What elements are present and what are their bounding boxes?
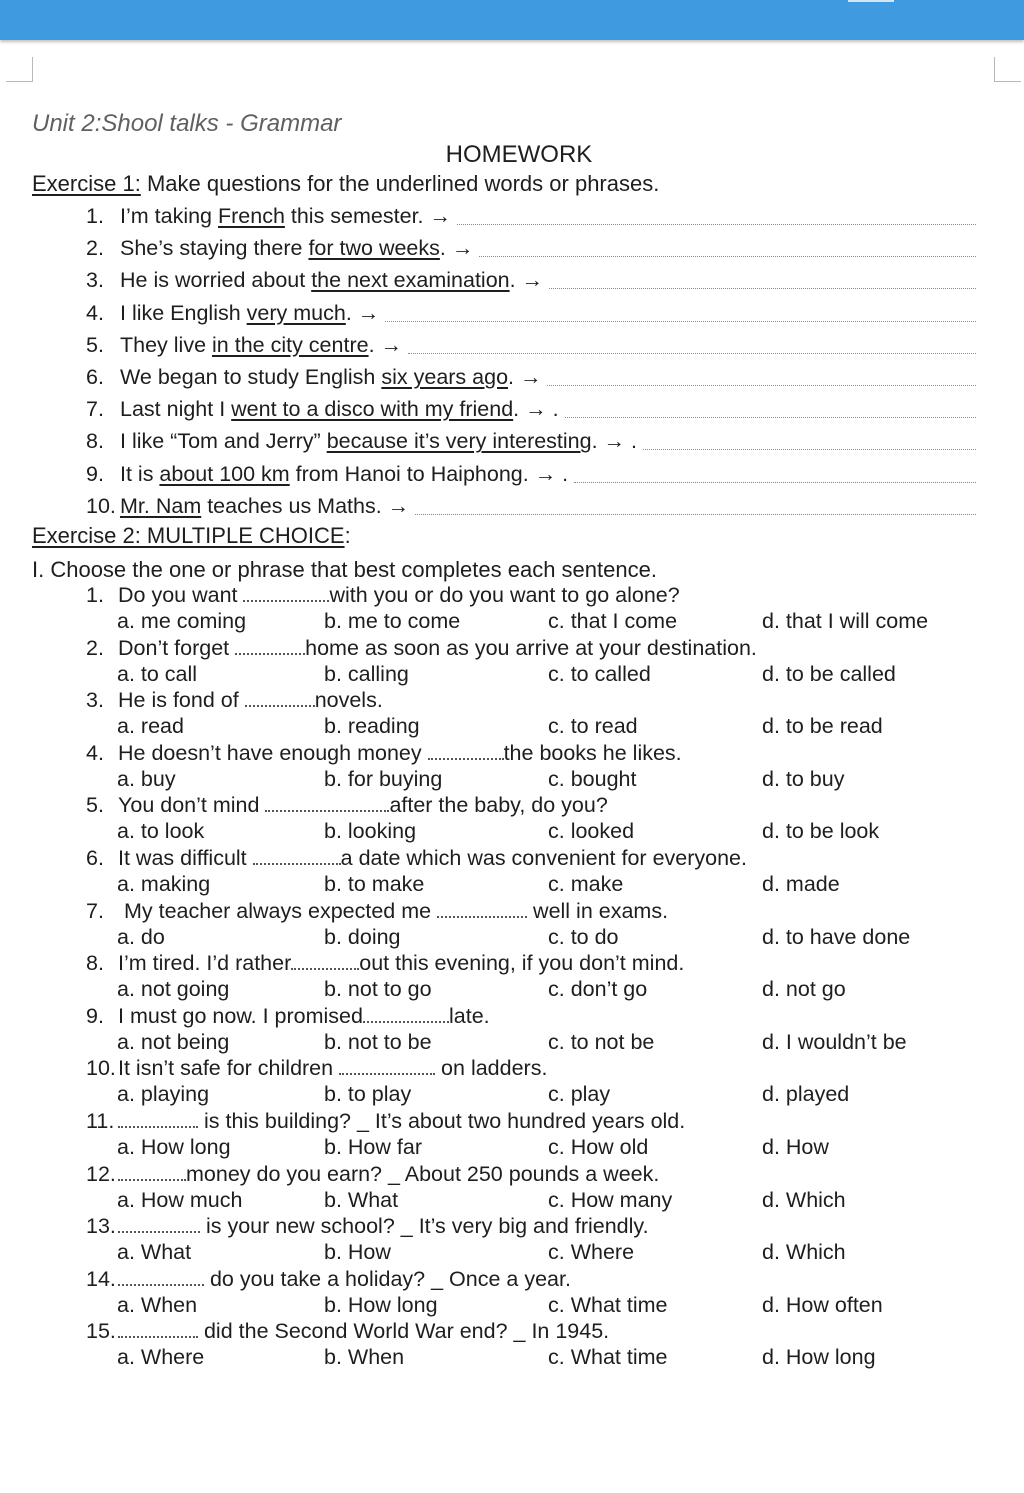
- answer-option: a. playing: [117, 1082, 210, 1107]
- answer-option: b. How long: [324, 1292, 438, 1317]
- answer-blank: [437, 901, 527, 918]
- item-number: 10.: [86, 493, 116, 518]
- answer-option: b. looking: [324, 819, 417, 844]
- item-text-before: She’s staying there: [120, 236, 309, 261]
- question-text-after: late.: [448, 1003, 490, 1028]
- answer-option: a. read: [117, 714, 184, 739]
- item-text-after: . →: [509, 268, 544, 293]
- answer-option: b. How far: [324, 1135, 422, 1159]
- answer-blank: [245, 690, 315, 707]
- item-underlined: because it’s very interesting: [326, 429, 592, 454]
- answer-option: b. to play: [324, 1082, 412, 1107]
- answer-option: d. Which: [762, 1187, 846, 1212]
- exercise2-heading: [32, 523, 351, 549]
- item-text-before: I’m taking: [120, 204, 218, 228]
- question-text-after: the books he likes.: [503, 740, 682, 765]
- question-number: 9.: [86, 1003, 104, 1028]
- answer-option: b. doing: [324, 924, 401, 949]
- question-text-after: do you take a holiday? _ Once a year.: [204, 1266, 571, 1291]
- question-text-before: He doesn’t have enough money: [118, 740, 428, 765]
- question-text-before: I must go now. I promised: [118, 1003, 363, 1028]
- answer-option: c. to called: [548, 661, 651, 686]
- question: [86, 1267, 571, 1292]
- answer-option: d. to buy: [762, 766, 845, 791]
- answer-option: c. looked: [548, 819, 635, 844]
- answer-blank: [118, 1216, 200, 1233]
- item-underlined: about 100 km: [159, 461, 290, 486]
- item-text: [120, 429, 637, 454]
- answer-option: b. When: [324, 1345, 405, 1370]
- answer-option: a. to call: [117, 661, 198, 686]
- answer-option: a. me coming: [117, 609, 247, 633]
- item-text-before: They live: [120, 332, 213, 357]
- item-number: 5.: [86, 332, 104, 357]
- answer-option: d. made: [762, 872, 840, 896]
- app-top-bar: [0, 0, 1024, 40]
- question-text-after: well in exams.: [527, 898, 669, 923]
- exercise1-label: Exercise 1:: [32, 171, 141, 196]
- question-text-before: It was difficult: [118, 846, 253, 870]
- question-text-before: He is fond of: [118, 688, 245, 713]
- question: [86, 793, 608, 818]
- question: [86, 1004, 490, 1029]
- page-corner-mark-right: [994, 57, 1021, 82]
- item-number: 2.: [86, 236, 104, 261]
- item-number: 9.: [86, 461, 104, 486]
- question-number: 5.: [86, 793, 104, 818]
- item-number: 7.: [86, 397, 104, 422]
- item-underlined: the next examination: [311, 268, 510, 293]
- question-text-after: a date which was convenient for everyone.: [340, 846, 747, 870]
- item-text-before: Last night I: [120, 397, 232, 422]
- item-text-after: . →: [508, 365, 542, 389]
- answer-blank: [265, 795, 389, 812]
- answer-option: d. How often: [762, 1292, 883, 1317]
- question-number: 11.: [86, 1109, 115, 1133]
- answer-line: [574, 462, 976, 483]
- answer-option: b. for buying: [324, 766, 443, 791]
- answer-blank: [339, 1058, 435, 1075]
- answer-option: c. What time: [548, 1345, 668, 1370]
- answer-option: b. How: [324, 1240, 391, 1265]
- item-text: [120, 397, 559, 422]
- answer-option: d. How: [762, 1135, 829, 1159]
- answer-option: a. not going: [117, 977, 230, 1002]
- answer-line: [415, 494, 976, 515]
- exercise1-item: [86, 397, 976, 429]
- answer-option: d. I wouldn’t be: [762, 1029, 907, 1054]
- question-text-before: Do you want: [118, 583, 244, 607]
- question-text-before: Don’t forget: [118, 635, 236, 660]
- exercise1-item: [86, 236, 976, 268]
- item-text: [120, 268, 543, 293]
- item-text: [120, 462, 568, 487]
- exercise1-item: [86, 429, 976, 461]
- unit-title: Unit 2:Shool talks - Grammar: [32, 110, 342, 137]
- question-number: 10.: [86, 1056, 116, 1081]
- question-text-after: out this evening, if you don’t mind.: [359, 951, 685, 976]
- question-number: 2.: [86, 635, 104, 660]
- item-text-before: He is worried about: [120, 268, 312, 293]
- answer-option: d. to be read: [762, 714, 883, 739]
- exercise1-instruction: Make questions for the underlined words or phrases.: [140, 171, 660, 196]
- exercise1-item: [86, 333, 976, 365]
- question: [86, 741, 682, 766]
- question-text-after: did the Second World War end? _ In 1945.: [198, 1319, 610, 1344]
- item-text: [120, 365, 541, 390]
- question: [86, 1056, 547, 1081]
- question-text-before: It isn’t safe for children: [118, 1056, 340, 1081]
- page-corner-mark-left: [6, 57, 33, 82]
- answer-option: c. play: [548, 1082, 611, 1107]
- item-underlined: for two weeks: [308, 236, 440, 261]
- question-number: 4.: [86, 740, 104, 765]
- answer-option: a. not being: [117, 1029, 230, 1054]
- question-text-before: I’m tired. I’d rather: [118, 951, 292, 976]
- question-text-after: with you or do you want to go alone?: [329, 583, 680, 607]
- question-number: 12.: [86, 1161, 116, 1186]
- answer-option: a. What: [117, 1240, 192, 1265]
- answer-option: a. How much: [117, 1187, 243, 1212]
- item-text-after: . →: [368, 332, 403, 357]
- answer-blank: [363, 1006, 449, 1023]
- question: [86, 1109, 685, 1134]
- exercise1-item: [86, 301, 976, 333]
- exercise1-item: [86, 204, 976, 236]
- item-text-before: We began to study English: [120, 365, 382, 389]
- answer-option: a. Where: [117, 1345, 205, 1370]
- item-number: 6.: [86, 365, 104, 389]
- item-text-after: . → .: [591, 429, 638, 454]
- homework-title: HOMEWORK: [445, 141, 593, 168]
- exercise2-instruction: I. Choose the one or phrase that best completes each sentence.: [32, 557, 657, 582]
- answer-option: d. not go: [762, 977, 846, 1002]
- answer-blank: [118, 1111, 198, 1128]
- exercise1-item: [86, 494, 976, 526]
- question: [86, 1162, 659, 1187]
- question: [86, 636, 757, 661]
- answer-line: [408, 333, 976, 354]
- exercise1-item: [86, 365, 976, 397]
- question-number: 6.: [86, 846, 104, 870]
- answer-option: b. reading: [324, 714, 420, 739]
- exercise2-colon: :: [344, 523, 351, 548]
- answer-blank: [118, 1269, 204, 1286]
- item-text-before: I like “Tom and Jerry”: [120, 429, 327, 454]
- answer-option: b. to make: [324, 872, 425, 896]
- answer-option: b. What: [324, 1187, 399, 1212]
- question-text-after: after the baby, do you?: [389, 793, 608, 818]
- question-number: 15.: [86, 1319, 116, 1344]
- answer-option: c. to read: [548, 714, 638, 739]
- answer-option: c. don’t go: [548, 977, 648, 1002]
- exercise1-heading: [32, 171, 659, 197]
- item-text-after: . →: [439, 236, 474, 261]
- item-number: 8.: [86, 429, 104, 454]
- item-text-after: this semester. →: [284, 204, 451, 228]
- answer-option: c. How old: [548, 1135, 649, 1159]
- question-text-after: money do you earn? _ About 250 pounds a week.: [186, 1161, 660, 1186]
- answer-line: [457, 204, 976, 225]
- answer-option: c. that I come: [548, 609, 678, 633]
- answer-option: a. buy: [117, 766, 176, 791]
- question-text-after: on ladders.: [435, 1056, 548, 1081]
- answer-blank: [243, 585, 329, 602]
- answer-line: [547, 365, 976, 386]
- question: [86, 846, 747, 871]
- answer-option: c. Where: [548, 1240, 635, 1265]
- answer-option: a. How long: [117, 1135, 231, 1159]
- answer-option: c. make: [548, 872, 624, 896]
- item-underlined: Mr. Nam: [120, 493, 202, 518]
- item-text-after: teaches us Maths. →: [201, 493, 410, 518]
- question-number: 8.: [86, 951, 104, 976]
- answer-blank: [235, 638, 305, 655]
- question-text-before: You don’t mind: [118, 793, 266, 818]
- item-text: [120, 301, 379, 326]
- question-number: 1.: [86, 583, 104, 607]
- answer-blank: [291, 953, 359, 970]
- answer-option: b. not to be: [324, 1029, 432, 1054]
- question: [86, 1319, 609, 1344]
- item-text: [120, 204, 451, 229]
- answer-line: [643, 429, 976, 450]
- question: [86, 583, 680, 608]
- answer-option: a. When: [117, 1292, 198, 1317]
- question-number: 3.: [86, 688, 104, 713]
- question-text-after: novels.: [314, 688, 383, 713]
- question-text-after: is your new school? _ It’s very big and friendly.: [200, 1214, 649, 1239]
- answer-option: d. How long: [762, 1345, 876, 1370]
- item-text: [120, 236, 473, 261]
- question-text-before: My teacher always expected me: [118, 898, 438, 923]
- question: [86, 951, 684, 976]
- question-number: 13.: [86, 1214, 116, 1239]
- item-underlined: six years ago: [381, 365, 509, 389]
- answer-option: d. to have done: [762, 924, 911, 949]
- question: [86, 899, 668, 924]
- item-text-after: . →: [345, 300, 380, 325]
- answer-option: d. to be look: [762, 819, 880, 844]
- item-number: 1.: [86, 204, 104, 228]
- answer-option: c. to do: [548, 924, 619, 949]
- answer-blank: [253, 848, 341, 865]
- question: [86, 688, 383, 713]
- item-text: [120, 494, 409, 519]
- answer-option: d. that I will come: [762, 609, 929, 633]
- answer-option: a. to look: [117, 819, 205, 844]
- item-text-after: . → .: [513, 397, 559, 422]
- answer-option: d. to be called: [762, 661, 896, 686]
- exercise1-item: [86, 462, 976, 494]
- item-text-before: It is: [120, 461, 160, 486]
- question-number: 14.: [86, 1266, 116, 1291]
- question-text-after: home as soon as you arrive at your destination.: [305, 635, 757, 660]
- answer-line: [385, 301, 976, 322]
- question: [86, 1214, 649, 1239]
- item-text: [120, 333, 402, 358]
- item-underlined: went to a disco with my friend: [231, 397, 514, 422]
- answer-option: d. played: [762, 1082, 850, 1107]
- answer-blank: [118, 1164, 186, 1181]
- item-text-before: I like English: [120, 300, 247, 325]
- answer-option: b. calling: [324, 661, 409, 686]
- answer-blank: [428, 743, 504, 760]
- answer-line: [565, 397, 976, 418]
- answer-option: c. bought: [548, 766, 637, 791]
- answer-line: [549, 268, 976, 289]
- answer-blank: [118, 1321, 198, 1338]
- item-underlined: French: [217, 204, 285, 228]
- item-number: 3.: [86, 268, 104, 293]
- answer-option: b. not to go: [324, 977, 432, 1002]
- item-underlined: very much: [246, 300, 346, 325]
- exercise1-item: [86, 268, 976, 300]
- answer-line: [479, 236, 976, 257]
- answer-option: b. me to come: [324, 609, 461, 633]
- answer-option: a. making: [117, 872, 211, 896]
- exercise2-label: Exercise 2: MULTIPLE CHOICE: [32, 523, 345, 548]
- item-text-after: from Hanoi to Haiphong. → .: [289, 461, 569, 486]
- item-number: 4.: [86, 300, 104, 325]
- answer-option: d. Which: [762, 1240, 846, 1265]
- answer-option: c. How many: [548, 1187, 673, 1212]
- top-bar-indicator: [848, 0, 894, 2]
- question-text-after: is this building? _ It’s about two hundred years old.: [198, 1109, 686, 1133]
- question-number: 7.: [86, 898, 104, 923]
- answer-option: a. do: [117, 924, 165, 949]
- item-underlined: in the city centre: [212, 332, 369, 357]
- answer-option: c. to not be: [548, 1029, 655, 1054]
- answer-option: c. What time: [548, 1292, 668, 1317]
